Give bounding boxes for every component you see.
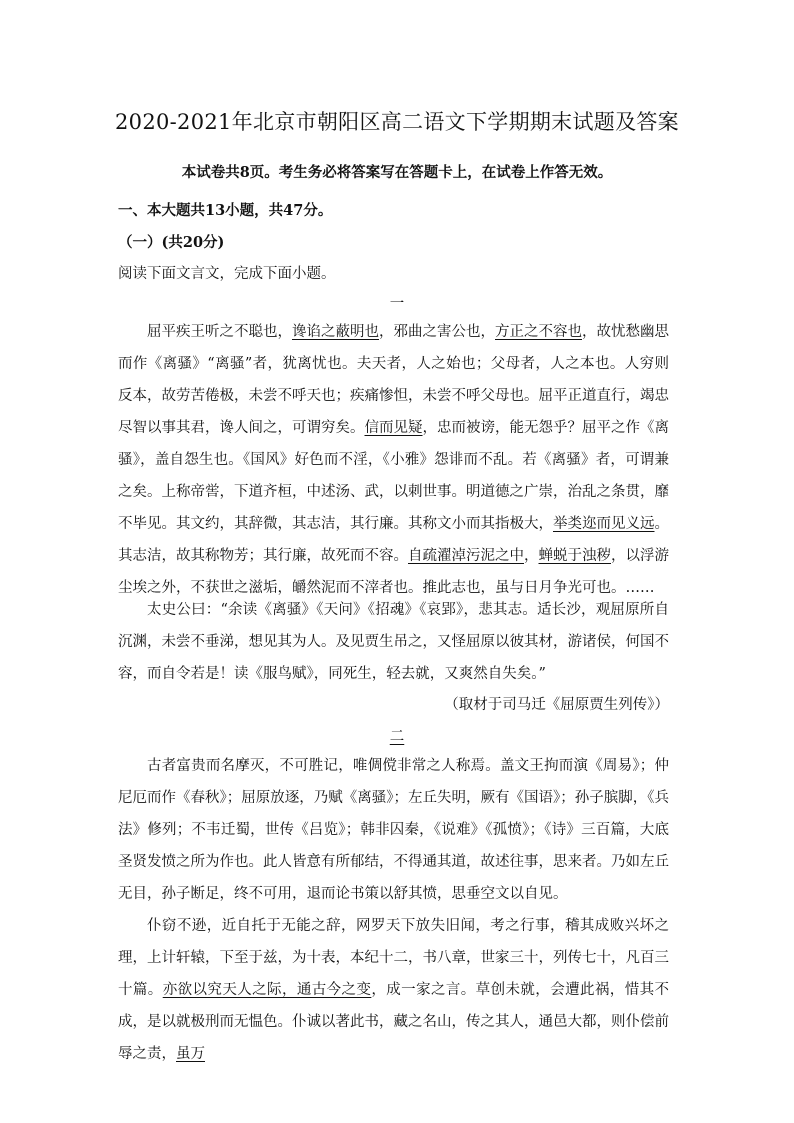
p1-underlined: 自疏濯淖污泥之中: [408, 548, 524, 564]
p4-seg: 仆窃不逊，近自托于无能之辞，网罗天下放失旧闻，考之行事，稽其成败兴坏之理，上计轩辕，下至于兹，为十表，本纪十二，书八章，世家三十，列传七十，凡百三十篇。: [118, 918, 669, 998]
separator-two: [0, 725, 794, 746]
p1-underlined: 举类迩而见义远: [553, 516, 655, 532]
section-heading: 一、本大题共13小题，共47分。: [118, 202, 333, 219]
p1-seg: ，: [524, 548, 539, 564]
separator-two-label: 二: [389, 729, 405, 745]
p1-seg: ，故忧愁幽思而作《离骚》“离骚”者，犹离忧也。夫天者，人之始也；父母者，人之本也。人穷则反本，故劳苦倦极，未尝不呼天也；疾痛惨怛，未尝不呼父母也。屈平正道直行，竭忠尽智以事其君，谗人间之，可谓穷矣。: [118, 324, 669, 436]
page-title: 2020-2021年北京市朝阳区高二语文下学期期末试题及答案: [115, 110, 679, 134]
p1-seg: ，以浮游尘埃之外，不获世之滋垢，皭然泥而不滓者也。推此志也，虽与日月争光可也。……: [118, 548, 669, 596]
p1-underlined: 蝉蜕于浊秽: [538, 548, 611, 564]
source-citation: （取材于司马迁《屈原贾生列传》）: [444, 697, 669, 713]
p4-underlined: 虽万: [176, 1046, 205, 1062]
p1-underlined: 方正之不容也: [495, 324, 582, 340]
p1-seg: 屈平疾王听之不聪也，: [147, 324, 292, 340]
p4-seg: ，成一家之言。草创未就，会遭此祸，惜其不成，是以就极刑而无愠色。仆诚以著此书，藏之名山，传之其人，通邑大都，则仆偿前辱之责，: [118, 982, 670, 1062]
exam-notice: 本试卷共8页。考生务必将答案写在答题卡上，在试卷上作答无效。: [181, 164, 613, 181]
instruction-text: 阅读下面文言文，完成下面小题。: [118, 266, 336, 282]
p1-seg: ，邪曲之害公也，: [379, 324, 495, 340]
p1-underlined: 信而见疑: [364, 420, 423, 436]
passage-paragraph-1: [118, 316, 669, 604]
p1-seg: ，忠而被谤，能无怨乎？屈平之作《离骚》，盖自怨生也。《国风》好色而不淫，《小雅》怨诽而不乱。若《离骚》者，可谓兼之矣。上称帝喾，下道齐桓，中述汤、武，以刺世事。明道德之广崇，治乱之条贯，靡不毕见。其文约，其辞微，其志洁，其行廉。其称文小而其指极大，: [118, 420, 669, 532]
passage-paragraph-3: 古者富贵而名摩灭，不可胜记，唯倜傥非常之人称焉。盖文王拘而演《周易》；仲尼厄而作《春秋》；屈原放逐，乃赋《离骚》；左丘失明，厥有《国语》；孙子膑脚，《兵法》修列；不韦迁蜀，世传《吕览》；韩非囚秦，《说难》《孤愤》；《诗》三百篇，大底圣贤发愤之所为作也。此人皆意有所郁结，不得通其道，故述往事，思来者。乃如左丘无目，孙子断足，终不可用，退而论书策以舒其愤，思垂空文以自见。: [118, 758, 669, 902]
part-heading: （一）(共20分): [118, 234, 225, 251]
p1-seg: 。其志洁，故其称物芳；其行廉，故死而不容。: [118, 516, 669, 564]
p1-underlined: 谗谄之蔽明也: [292, 324, 379, 340]
passage-paragraph-2: 太史公曰：“余读《离骚》《天问》《招魂》《哀郢》，悲其志。适长沙，观屈原所自沉渊，未尝不垂涕，想见其为人。及见贾生吊之，又怪屈原以彼其材，游诸侯，何国不容，而自令若是！读《服鸟赋》，同死生，轻去就，又爽然自失矣。”: [118, 602, 669, 682]
passage-paragraph-4: [118, 910, 669, 1070]
p4-underlined: 亦欲以究天人之际，通古今之变: [162, 982, 372, 998]
separator-one: 一: [389, 296, 405, 312]
